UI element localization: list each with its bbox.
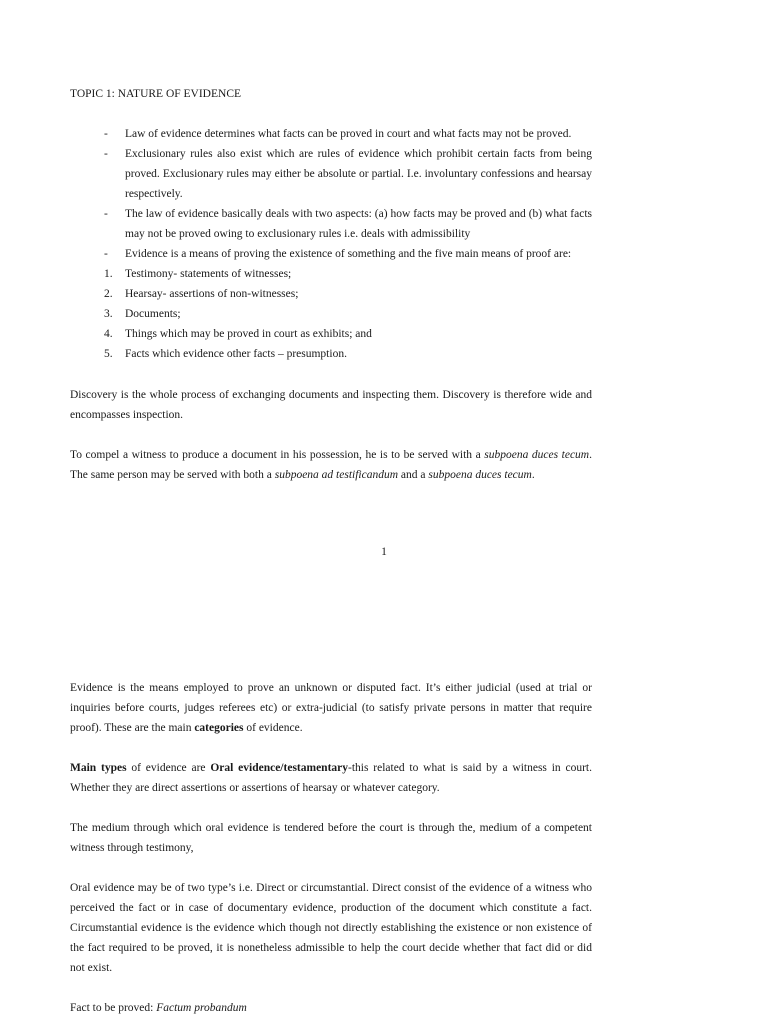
list-marker: - (104, 208, 108, 220)
fact-term: Factum probandum (156, 1002, 247, 1014)
oral-evidence-paragraph: Oral evidence may be of two type’s i.e. Direct or circumstantial. Direct consist of the evidence of a witness who perceived the fact or in case of documentary evidence, production of the document which constitute a fact. Circumstantial evidence is the evidence which though not directly establishing the existence or non existence of the fact required to be proved, it is nonetheless admissible to help the court decide whether that fact did or did not exist. (70, 882, 592, 974)
list-marker: - (104, 248, 108, 260)
subpoena-term-3: subpoena duces tecum (428, 469, 532, 481)
main-types-text-2: -this related to what is said by a witness in court. Whether they are direct assertions or assertions of hearsay or whatever category. (70, 762, 592, 794)
list-item-text: Exclusionary rules also exist which are rules of evidence which prohibit certain facts from being proved. Exclusionary rules may either be absolute or partial. I.e. involuntary confessions and hearsay respectively. (125, 148, 592, 200)
evidence-emphasis: categories (194, 722, 244, 734)
list-item (104, 264, 592, 284)
oral-evidence-emphasis: Oral evidence/testamentary (210, 762, 349, 774)
evidence-paragraph (70, 678, 592, 738)
discovery-paragraph: Discovery is the whole process of exchanging documents and inspecting them. Discovery is therefore wide and encompasses inspection. (70, 389, 592, 421)
main-types-paragraph (70, 758, 592, 798)
list-item (104, 204, 592, 244)
main-types-emphasis: Main types (70, 762, 127, 774)
list-item-text: The law of evidence basically deals with two aspects: (a) how facts may be proved and (b) what facts may not be proved owing to exclusionary rules i.e. deals with admissibility (125, 208, 592, 240)
list-item (104, 144, 592, 204)
subpoena-text-1: To compel a witness to produce a document in his possession, he is to be served with a (70, 449, 485, 461)
medium-paragraph: The medium through which oral evidence is tendered before the court is through the, medium of a competent witness through testimony, (70, 822, 592, 854)
evidence-text-2: of evidence. (243, 722, 303, 734)
list-item (104, 124, 592, 144)
list-marker: 1. (104, 268, 113, 280)
list-marker: - (104, 128, 108, 140)
fact-paragraph (70, 998, 592, 1018)
list-item-text: Facts which evidence other facts – presumption. (125, 348, 347, 360)
list-item-text: Testimony- statements of witnesses; (125, 268, 292, 280)
subpoena-term-2: subpoena ad testificandum (274, 469, 399, 481)
list-marker: 4. (104, 328, 113, 340)
subpoena-paragraph (70, 445, 592, 485)
list-item-text: Documents; (125, 308, 181, 320)
list-item-text: Law of evidence determines what facts can be proved in court and what facts may not be proved. (125, 128, 572, 140)
list-marker: 3. (104, 308, 113, 320)
evidence-text-1: Evidence is the means employed to prove an unknown or disputed fact. It’s either judicial (used at trial or inquiries before courts, judges referees etc) or extra-judicial (to satisfy private persons in matter that require proof). These are the main (70, 682, 592, 734)
list-item-text: Things which may be proved in court as exhibits; and (125, 328, 372, 340)
fact-text: Fact to be proved: (70, 1002, 157, 1014)
subpoena-term-1: subpoena duces tecum (484, 449, 590, 461)
list-marker: - (104, 148, 108, 160)
subpoena-text-3: and a (398, 469, 429, 481)
page-number: 1 (381, 546, 387, 558)
subpoena-text-4: . (531, 469, 535, 481)
list-marker: 2. (104, 288, 113, 300)
evidence-list (104, 124, 592, 364)
list-item-text: Hearsay- assertions of non-witnesses; (125, 288, 299, 300)
main-types-text-1: of evidence are (126, 762, 211, 774)
list-marker: 5. (104, 348, 113, 360)
list-item (104, 304, 592, 324)
topic-heading: TOPIC 1: NATURE OF EVIDENCE (70, 88, 242, 100)
list-item (104, 344, 592, 364)
list-item-text: Evidence is a means of proving the existence of something and the five main means of proof are: (125, 248, 572, 260)
subpoena-text-2: . The same person may be served with both a (70, 449, 592, 481)
list-item (104, 284, 592, 304)
list-item (104, 324, 592, 344)
list-item (104, 244, 592, 264)
